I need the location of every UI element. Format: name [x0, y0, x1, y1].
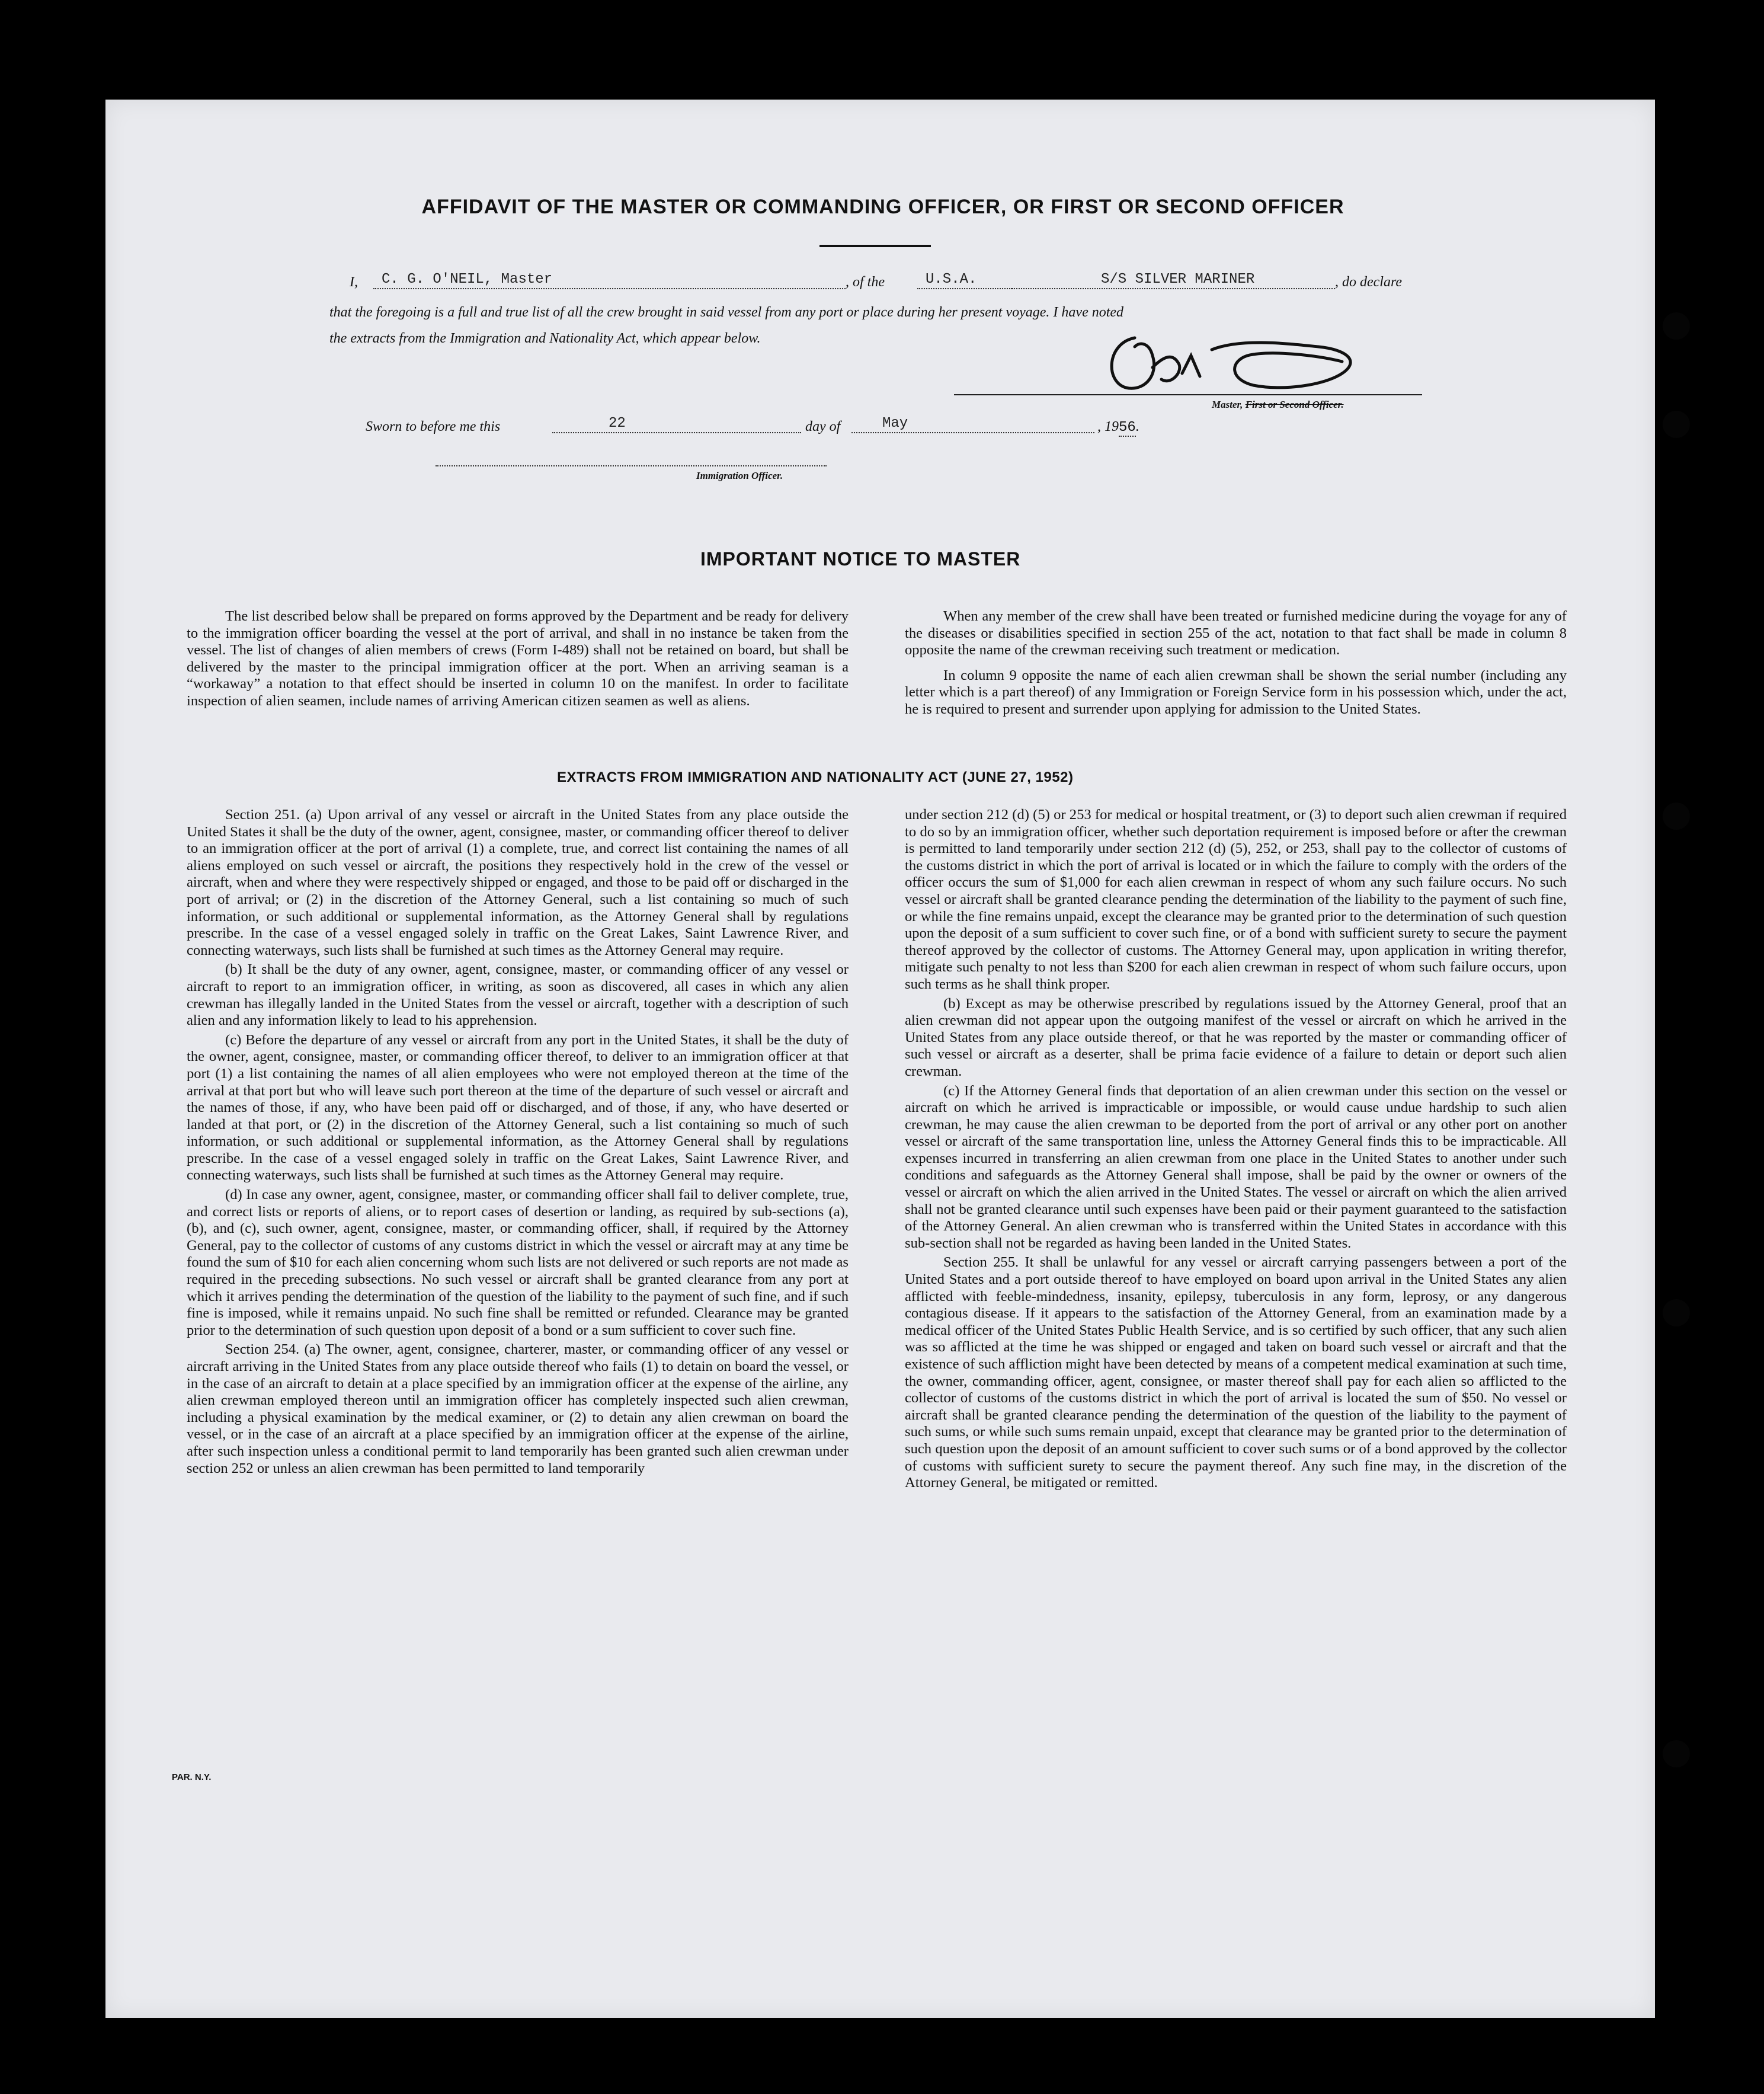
year-prefix: , 19 — [1097, 419, 1119, 434]
officer-caption: Immigration Officer. — [696, 470, 783, 481]
binder-hole — [1663, 803, 1690, 830]
section-251c: (c) Before the departure of any vessel or aircraft from any port in the United States, it shall be the duty of the owner, agent, consignee, master, or commanding officer thereof, to deliver to an immigration officer at that port (1) a list containing the names of all alien employees who were not employed thereon at the time of the arrival at that port but who will leave such port thereon at the time of the departure of such vessel or aircraft and the names of those, if any, who have been paid off or discharged, and of those, if any, who have deserted or landed at that port, or (2) in the discretion of the Attorney General, such a list containing so much of such information, or such additional or supplemental information, as the Attorney General shall by regulations prescribe. In the case of a vessel engaged solely in traffic on the Great Lakes, Saint Lawrence River, and connecting waterways, such lists shall be furnished at such times as the Attorney General may require. — [187, 1031, 849, 1184]
notice-title: IMPORTANT NOTICE TO MASTER — [700, 548, 1021, 570]
i-label: I, — [350, 274, 358, 290]
year-field — [1097, 419, 1139, 436]
signature-line — [954, 394, 1422, 395]
section-251b: (b) It shall be the duty of any owner, agent, consignee, master, or commanding officer of any vessel or aircraft to report to an immigration officer, in writing, as soon as discovered, all cases in which any alien crewman has illegally landed in the United States from the vessel or aircraft, together with a description of such alien and any information likely to lead to his apprehension. — [187, 961, 849, 1029]
signature-caption — [1212, 399, 1344, 411]
signature-image — [1093, 320, 1390, 403]
notice-left-column — [187, 608, 849, 712]
day-of-label: day of — [805, 419, 841, 434]
extracts-right-column — [905, 807, 1567, 1494]
extracts-left-column — [187, 807, 849, 1479]
sworn-label: Sworn to before me this — [366, 419, 501, 434]
caption-struck-officer: First or Second Officer. — [1245, 399, 1344, 410]
year-suffix: 56 — [1119, 420, 1136, 436]
section-254c: (c) If the Attorney General finds that deportation of an alien crewman under this section on the vessel or aircraft on which he arrived is impracticable or impossible, or would cause undue hardship to such alien crewman, he may cause the alien crewman to be deported from the port of arrival or any other port on another vessel or aircraft of the same transportation line, unless the Attorney General finds this to be impracticable. All expenses incurred in transferring an alien crewman from one place in the United States to another under such conditions and safeguards as the Attorney General shall impose, shall be paid by the owner or owners of the vessel or aircraft on which the alien arrived in the United States. The vessel or aircraft on which the alien arrived shall not be granted clearance until such expenses have been paid or their payment guaranteed to the satisfaction of the Attorney General. An alien crewman who is transferred within the United States in accordance with this sub-section shall not be regarded as having been landed in the United States. — [905, 1082, 1567, 1251]
master-name-field: C. G. O'NEIL, Master — [373, 271, 846, 289]
extracts-title: EXTRACTS FROM IMMIGRATION AND NATIONALITY ACT (JUNE 27, 1952) — [557, 769, 1074, 785]
binder-hole — [1663, 1740, 1690, 1767]
declaration-line-3: the extracts from the Immigration and Nationality Act, which appear below. — [329, 331, 761, 346]
notice-left-paragraph: The list described below shall be prepared on forms approved by the Department and be ready for delivery to the immigration officer boarding the vessel at the port of arrival, and shall in no instance be taken from the vessel. The list of changes of alien members of crews (Form I-489) shall not be retained on board, but shall be delivered by the master to the principal immigration officer at the port. When an arriving seaman is a “workaway” a notation to that effect should be inserted in column 10 on the manifest. In order to facilitate inspection of alien seamen, include names of arriving American citizen seamen as well as aliens. — [187, 608, 849, 709]
section-251d: (d) In case any owner, agent, consignee, master, or commanding officer shall fail to deliver complete, true, and correct lists or reports of aliens, or to report cases of desertion or landing, as required by sub-sections (a), (b), and (c), such owner, agent, consignee, master, or commanding officer, shall, if required by the Attorney General, pay to the collector of customs of any customs district in which the vessel or aircraft may at any time be found the sum of $10 for each alien concerning whom such lists are not delivered or such reports are not made as required in the preceding subsections. No such vessel or aircraft shall be granted clearance from any port at which it arrives pending the determination of the question of the liability to the payment of such fine, and if such fine is imposed, while it remains unpaid. No such fine shall be remitted or refunded. Clearance may be granted prior to the determination of such question upon deposit of a bond or a sum sufficient to cover such fine. — [187, 1187, 849, 1338]
section-254a: Section 254. (a) The owner, agent, consignee, charterer, master, or commanding officer of any vessel or aircraft arriving in the United States from any place outside thereof who fails (1) to detain on board the vessel, or in the case of an aircraft to detain at a place specified by an immigration officer at the expense of the airline, any alien crewman employed thereon until an immigration officer has completely inspected such alien crewman, including a physical examination by the medical examiner, or (2) to detain any alien crewman on board the vessel, or in the case of an aircraft at a place specified by an immigration officer at the expense of the airline, after such inspection unless a conditional permit to land temporarily has been granted such alien crewman under section 252 or unless an alien crewman has been permitted to land temporarily — [187, 1341, 849, 1476]
section-251a: Section 251. (a) Upon arrival of any vessel or aircraft in the United States from any place outside the United States it shall be the duty of the owner, agent, consignee, master, or commanding officer thereof to deliver to an immigration officer at the port of arrival (1) a complete, true, and correct list containing the names of all aliens employed on such vessel or aircraft, the positions they respectively hold in the crew of the vessel or aircraft, when and where they were respectively shipped or engaged, and those to be paid off or discharged in the port of arrival; or (2) in the discretion of the Attorney General, such a list containing so much of such information, or such additional or supplemental information, as the Attorney General shall by regulations prescribe. In the case of a vessel engaged solely in traffic on the Great Lakes, Saint Lawrence River, and connecting waterways, such lists shall be furnished at such times as the Attorney General may require. — [187, 807, 849, 958]
title-underline — [819, 245, 931, 247]
printer-imprint: PAR. N.Y. — [172, 1772, 212, 1782]
section-254a-continued: under section 212 (d) (5) or 253 for medical or hospital treatment, or (3) to deport such alien crewman if required to do so by an immigration officer, whether such deportation requirement is imposed before or after the crewman is permitted to land temporarily under section 212 (d) (5), 252, or 253, shall pay to the collector of customs of the customs district in which the port of arrival is located or in which the failure to comply with the orders of the officer occurs the sum of $1,000 for each alien crewman in respect of whom any such failure occurs. No such vessel or aircraft shall be granted clearance pending the determination of the liability to the payment of such fine, or while the fine remains unpaid, except the clearance may be granted prior to the determination of such question upon the deposit of a sum sufficient to cover such fine, or of a bond with sufficient surety to secure the payment thereof approved by the collector of customs. The Attorney General may, upon application in writing therefor, mitigate such penalty to not less than $200 for each alien crewman in respect of whom such failure occurs, upon such terms as he shall think proper. — [905, 807, 1567, 992]
notice-right-column — [905, 608, 1567, 721]
of-the-label: , of the — [846, 274, 885, 290]
binder-hole — [1663, 1299, 1690, 1326]
declaration-line-2: that the foregoing is a full and true list of all the crew brought in said vessel from any port or place during her present voyage. I have noted — [329, 305, 1124, 320]
section-254b: (b) Except as may be otherwise prescribed by regulations issued by the Attorney General, proof that an alien crewman did not appear upon the outgoing manifest of the vessel or aircraft on which he arrived in the United States from any place outside thereof, or that he was reported by the master or commanding officer of such vessel or aircraft as a deserter, shall be prima facie evidence of a failure to detain or deport such alien crewman. — [905, 995, 1567, 1079]
vessel-field: S/S SILVER MARINER — [1012, 271, 1335, 289]
notice-right-paragraph-2: In column 9 opposite the name of each alien crewman shall be shown the serial number (including any letter which is a part thereof) of any Immigration or Foreign Service form in his possession which, under the act, he is required to present and surrender upon applying for admission to the United States. — [905, 667, 1567, 717]
affidavit-title: AFFIDAVIT OF THE MASTER OR COMMANDING OFFICER, OR FIRST OR SECOND OFFICER — [421, 196, 1344, 218]
sworn-day-field: 22 — [552, 415, 801, 433]
year-period: . — [1135, 419, 1139, 434]
binder-hole — [1663, 411, 1690, 438]
binder-hole — [1663, 312, 1690, 340]
immigration-officer-line — [436, 449, 827, 466]
notice-right-paragraph-1: When any member of the crew shall have been treated or furnished medicine during the voyage for any of the diseases or disabilities specified in section 255 of the act, notation to that fact shall be made in column 8 opposite the name of the crewman receiving such treatment or medication. — [905, 608, 1567, 658]
section-255: Section 255. It shall be unlawful for any vessel or aircraft carrying passengers between a port of the United States and a port outside thereof to have employed on board upon arrival in the United States any alien afflicted with feeble-mindedness, insanity, epilepsy, tuberculosis in any form, leprosy, or any dangerous contagious disease. If it appears to the satisfaction of the Attorney General, from an examination made by a medical officer of the United States Public Health Service, and is so certified by such officer, that any such alien was so afflicted at the time he was shipped or engaged and taken on board such vessel or aircraft and that the existence of such affliction might have been detected by means of a competent medical examination at such time, the owner, commanding officer, agent, consignee, or master thereof shall pay for each alien so afflicted to the collector of customs of the customs district in which the port of arrival is located the sum of $50. No vessel or aircraft shall be granted clearance pending the determination of the question of the liability to the payment of such sums, or while such sums remain unpaid, except that clearance may be granted prior to the determination of such question upon the deposit of an amount sufficient to cover such sums or of a bond approved by the collector of customs with sufficient surety to secure the payment thereof. Any such fine may, in the discretion of the Attorney General, be mitigated or remitted. — [905, 1254, 1567, 1491]
do-declare-label: , do declare — [1335, 274, 1403, 290]
sworn-month-field: May — [851, 415, 1094, 433]
caption-master: Master, — [1212, 399, 1243, 410]
country-field: U.S.A. — [917, 271, 1012, 289]
